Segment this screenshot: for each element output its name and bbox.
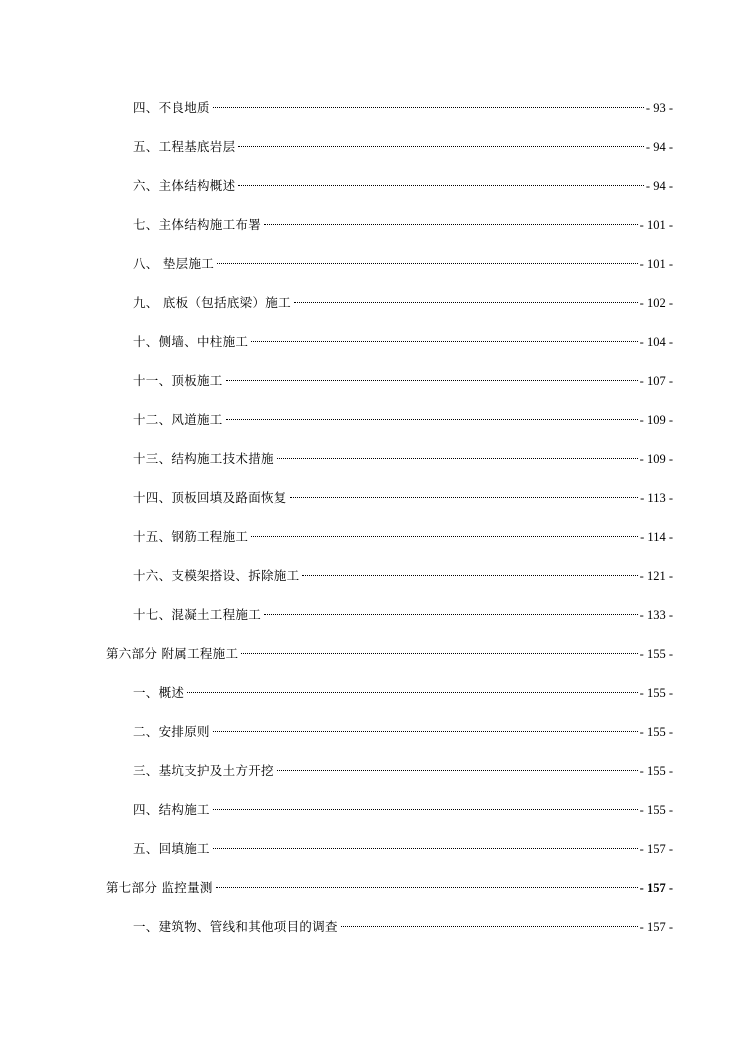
dot-leader (187, 692, 637, 693)
toc-page-number: - 114 - (640, 530, 673, 544)
toc-entry[interactable] (0, 488, 744, 508)
toc-entry-title: 五、工程基底岩层 (133, 139, 236, 154)
toc-page-number: - 155 - (639, 647, 673, 661)
dot-leader (216, 887, 638, 888)
toc-page-number: - 94 - (645, 179, 673, 193)
toc-entry[interactable] (0, 683, 744, 703)
dot-leader (302, 575, 637, 576)
dot-leader (241, 653, 637, 654)
toc-page-number: - 155 - (639, 686, 673, 700)
toc-part-heading[interactable] (0, 644, 744, 664)
toc-page-number: - 102 - (639, 296, 673, 310)
toc-entry-title: 第六部分 附属工程施工 (106, 646, 239, 661)
toc-entry-title: 七、主体结构施工布署 (133, 217, 262, 232)
toc-entry-title: 一、建筑物、管线和其他项目的调查 (133, 919, 338, 934)
toc-page-number: - 101 - (639, 218, 673, 232)
dot-leader (238, 146, 644, 147)
toc-entry-title: 十、侧墙、中柱施工 (133, 334, 249, 349)
toc-entry[interactable] (0, 839, 744, 859)
toc-entry-title: 三、基坑支护及土方开挖 (133, 763, 274, 778)
toc-page-number: - 93 - (645, 101, 673, 115)
toc-entry-title: 第七部分 监控量测 (106, 880, 213, 895)
dot-leader (238, 185, 644, 186)
toc-entry-title: 九、 底板（包括底梁）施工 (133, 295, 291, 310)
dot-leader (217, 263, 638, 264)
toc-page-number: - 107 - (639, 374, 673, 388)
toc-entry[interactable] (0, 410, 744, 430)
dot-leader (341, 926, 638, 927)
toc-entry[interactable] (0, 566, 744, 586)
toc-entry[interactable] (0, 371, 744, 391)
toc-entry[interactable] (0, 254, 744, 274)
toc-entry-title: 十七、混凝土工程施工 (133, 607, 262, 622)
dot-leader (226, 419, 638, 420)
dot-leader (290, 497, 639, 498)
toc-entry[interactable] (0, 722, 744, 742)
toc-page-number: - 121 - (639, 569, 673, 583)
toc-entry[interactable] (0, 527, 744, 547)
toc-entry-title: 十一、顶板施工 (133, 373, 223, 388)
dot-leader (264, 614, 638, 615)
dot-leader (277, 770, 638, 771)
toc-entry-title: 二、安排原则 (133, 724, 210, 739)
toc-page-number: - 104 - (639, 335, 673, 349)
toc-entry-title: 四、不良地质 (133, 100, 210, 115)
dot-leader (213, 809, 638, 810)
toc-page-number: - 101 - (639, 257, 673, 271)
toc-entry[interactable] (0, 761, 744, 781)
dot-leader (277, 458, 638, 459)
toc-entry-title: 一、概述 (133, 685, 185, 700)
toc-entry-title: 十二、风道施工 (133, 412, 223, 427)
dot-leader (213, 848, 638, 849)
toc-entry[interactable] (0, 332, 744, 352)
toc-entry[interactable] (0, 800, 744, 820)
toc-page-number: - 155 - (639, 803, 673, 817)
dot-leader (251, 536, 638, 537)
toc-entry[interactable] (0, 137, 744, 157)
toc-page-number: - 157 - (639, 920, 673, 934)
toc-entry-title: 十六、支模架搭设、拆除施工 (133, 568, 300, 583)
toc-entry-title: 十四、顶板回填及路面恢复 (133, 490, 287, 505)
dot-leader (213, 107, 644, 108)
dot-leader (213, 731, 638, 732)
toc-page-number: - 109 - (639, 413, 673, 427)
toc-page-number: - 133 - (639, 608, 673, 622)
toc-part-heading[interactable] (0, 878, 744, 898)
toc-entry-title: 四、结构施工 (133, 802, 210, 817)
toc-entry-title: 十五、钢筋工程施工 (133, 529, 249, 544)
toc-entry-title: 五、回填施工 (133, 841, 210, 856)
dot-leader (251, 341, 637, 342)
toc-page-number: - 94 - (645, 140, 673, 154)
toc-entry-title: 十三、结构施工技术措施 (133, 451, 274, 466)
toc-page-number: - 157 - (639, 881, 673, 895)
toc-entry[interactable] (0, 98, 744, 118)
toc-page-number: - 155 - (639, 725, 673, 739)
toc-entry-title: 八、 垫层施工 (133, 256, 215, 271)
toc-page-number: - 157 - (639, 842, 673, 856)
toc-entry[interactable] (0, 176, 744, 196)
toc-entry[interactable] (0, 215, 744, 235)
dot-leader (294, 302, 638, 303)
toc-entry-title: 六、主体结构概述 (133, 178, 236, 193)
toc-entry[interactable] (0, 605, 744, 625)
toc-entry[interactable] (0, 449, 744, 469)
toc-entry[interactable] (0, 917, 744, 937)
toc-page-number: - 113 - (640, 491, 673, 505)
dot-leader (264, 224, 638, 225)
dot-leader (226, 380, 638, 381)
toc-entry[interactable] (0, 293, 744, 313)
toc-page-number: - 109 - (639, 452, 673, 466)
toc-page-number: - 155 - (639, 764, 673, 778)
